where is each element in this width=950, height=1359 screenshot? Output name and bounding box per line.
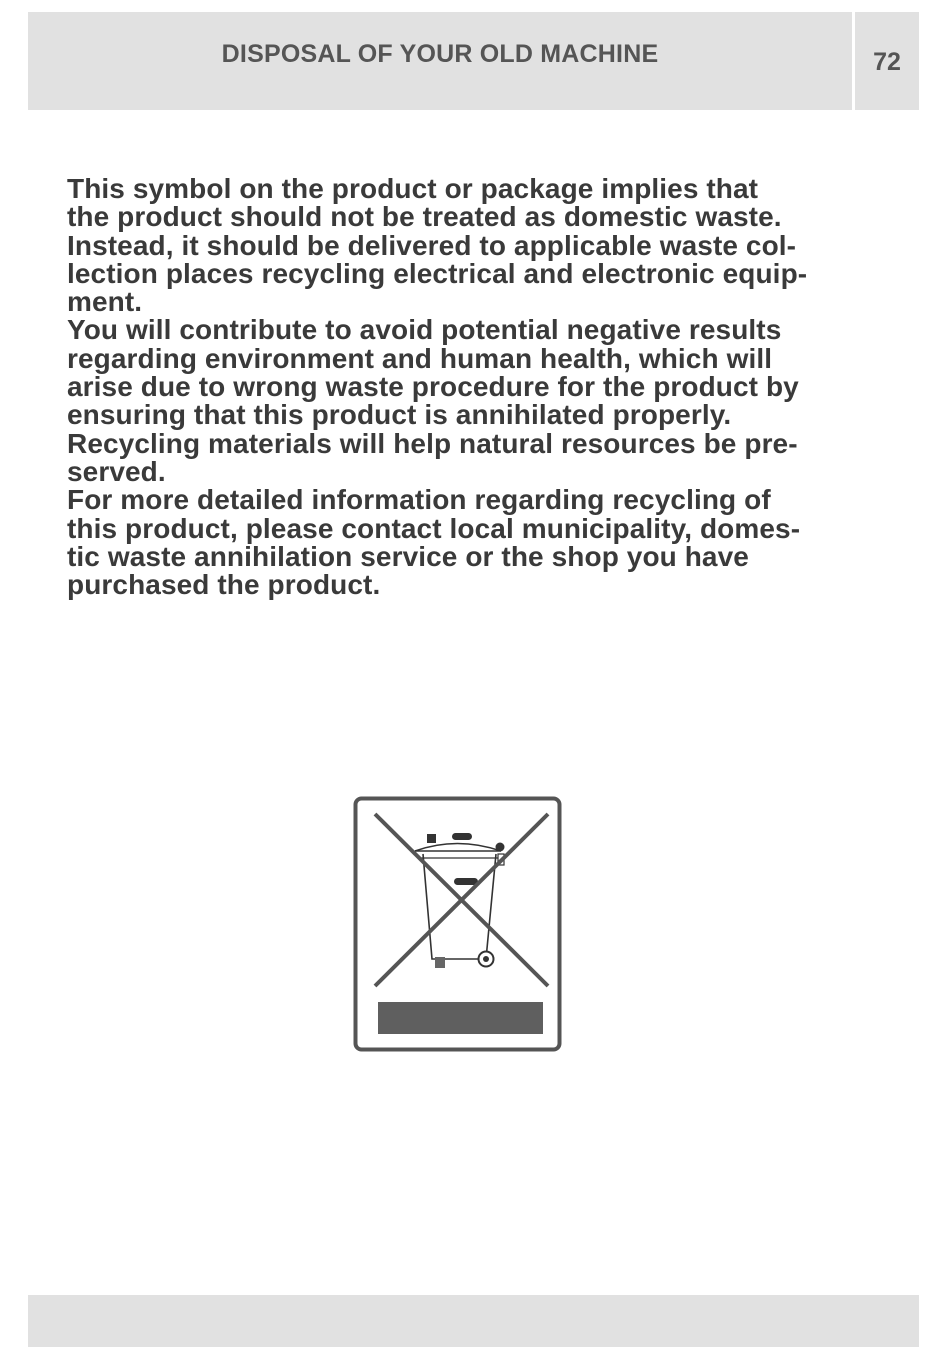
text-line: arise due to wrong waste procedure for the product by <box>67 371 799 403</box>
text-line: served. <box>67 455 166 487</box>
text-line: ment. <box>67 286 143 318</box>
text-line: this product, please contact local municipality, domes- <box>67 512 801 544</box>
symbol-bar <box>378 1002 543 1034</box>
text-line: You will contribute to avoid potential negative results <box>67 314 782 346</box>
page-title: DISPOSAL OF YOUR OLD MACHINE <box>221 40 659 68</box>
text-line: regarding environment and human health, which will <box>67 342 773 374</box>
text-line: lection places recycling electrical and electronic equip- <box>67 257 808 289</box>
footer-bar <box>28 1295 919 1347</box>
page-number-box <box>855 12 919 110</box>
text-line: For more detailed information regarding recycling of <box>67 484 771 516</box>
text-line: Recycling materials will help natural resources be pre- <box>67 427 798 459</box>
body-text <box>67 175 877 599</box>
text-line: the product should not be treated as domestic waste. <box>67 201 782 233</box>
text-line: ensuring that this product is annihilated properly. <box>67 399 732 431</box>
page-number: 72 <box>873 48 901 76</box>
crossed-out-wheelie-bin-icon <box>353 796 562 1052</box>
text-line: This symbol on the product or package implies that <box>67 173 759 204</box>
text-line: purchased the product. <box>67 569 381 601</box>
text-line: Instead, it should be delivered to applicable waste col- <box>67 229 797 261</box>
text-line: tic waste annihilation service or the shop you have <box>67 540 749 572</box>
header-bar <box>28 12 852 110</box>
